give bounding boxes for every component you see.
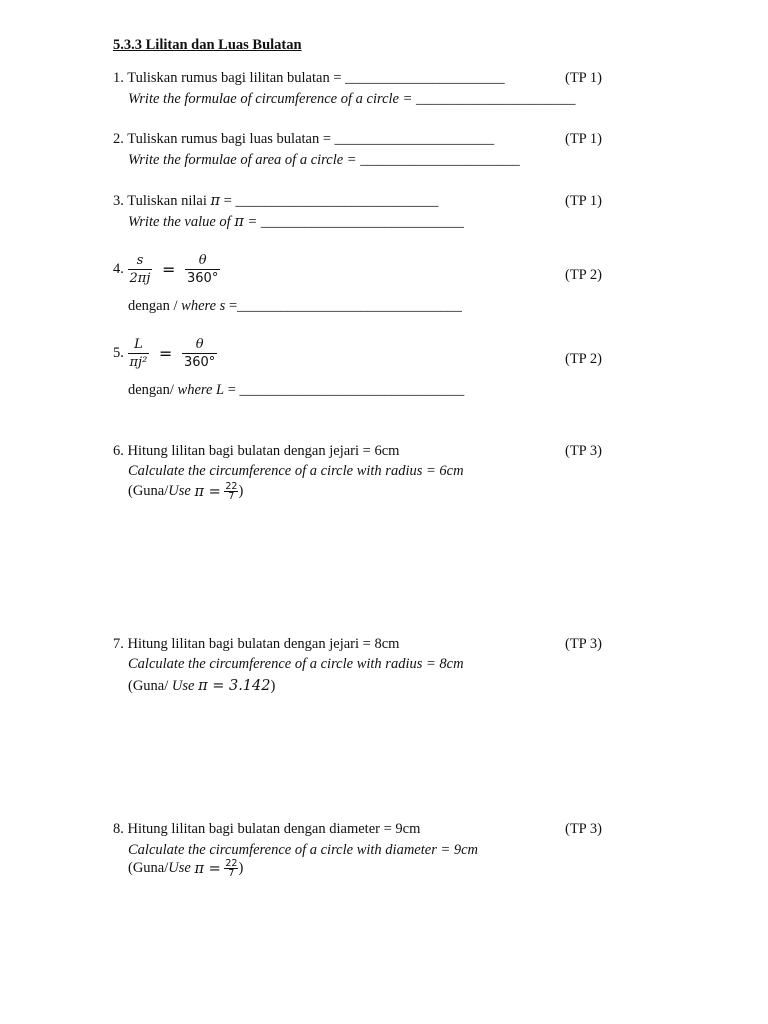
pi-equals: π = (194, 483, 221, 500)
use-prefix: (Guna/ (128, 483, 169, 499)
question-5-formula (113, 336, 217, 371)
question-4-number: 4. (113, 261, 124, 277)
question-7-english: Calculate the circumference of a circle with radius = 8cm (128, 656, 464, 672)
question-3-english-blank: = ____________________________ (243, 214, 464, 230)
angle-fraction (185, 252, 220, 287)
question-2-malay: 2. Tuliskan rumus bagi luas bulatan = ______________________ (113, 131, 495, 147)
fraction-denominator: πj² (129, 355, 148, 370)
question-6-english: Calculate the circumference of a circle with radius = 6cm (128, 463, 464, 479)
fraction-numerator: 22 (225, 858, 238, 869)
question-1-level: (TP 1) (565, 70, 602, 86)
question-1-malay: 1. Tuliskan rumus bagi lilitan bulatan = ______________________ (113, 70, 505, 86)
question-4-level: (TP 2) (565, 267, 602, 283)
page-title: 5.3.3 Lilitan dan Luas Bulatan (113, 37, 302, 53)
use-prefix: (Guna/ (128, 678, 172, 694)
question-3-malay-prefix: 3. Tuliskan nilai (113, 193, 211, 209)
question-2-english: Write the formulae of area of a circle = ______________________ (128, 152, 520, 168)
pi-symbol: π (234, 214, 244, 230)
fraction-numerator: L (134, 337, 143, 352)
question-3-malay (113, 192, 438, 210)
question-8-malay: 8. Hitung lilitan bagi bulatan dengan diameter = 9cm (113, 821, 421, 837)
pi-equals: π = (194, 860, 221, 877)
use-suffix: ) (270, 678, 276, 694)
question-1-english: Write the formulae of circumference of a circle = ______________________ (128, 91, 576, 107)
use-italic: Use (168, 483, 191, 499)
where-blank: = _______________________________ (224, 382, 465, 398)
question-3-english-prefix: Write the value of (128, 214, 235, 230)
question-8-level: (TP 3) (565, 821, 602, 837)
where-italic: where s (181, 298, 226, 314)
pi-equals: π = 3.142 (198, 678, 271, 694)
question-3-english (128, 213, 464, 231)
where-blank: =_______________________________ (225, 298, 462, 314)
question-2-level: (TP 1) (565, 131, 602, 147)
equals-sign: = (161, 260, 176, 279)
where-prefix: dengan/ (128, 382, 178, 398)
question-7-pi-note (128, 677, 275, 695)
question-5-level: (TP 2) (565, 351, 602, 367)
where-italic: where L (177, 382, 225, 398)
arc-length-fraction (128, 252, 153, 287)
use-suffix: ) (238, 860, 244, 876)
pi-fraction (224, 859, 238, 878)
fraction-numerator: 22 (225, 481, 238, 492)
use-prefix: (Guna/ (128, 860, 169, 876)
equals-sign: = (158, 344, 173, 363)
where-prefix: dengan / (128, 298, 182, 314)
question-6-malay: 6. Hitung lilitan bagi bulatan dengan jejari = 6cm (113, 443, 400, 459)
fraction-denominator: 7 (224, 868, 238, 878)
question-6-pi-note (128, 482, 243, 501)
question-3-malay-blank: = ____________________________ (220, 193, 439, 209)
fraction-denominator: 2πj (129, 271, 151, 286)
question-4-formula (113, 252, 220, 287)
fraction-numerator: s (136, 253, 144, 268)
pi-fraction (224, 482, 238, 501)
fraction-denominator: 7 (224, 491, 238, 501)
question-8-english: Calculate the circumference of a circle with diameter = 9cm (128, 842, 479, 858)
fraction-numerator: θ (195, 337, 204, 352)
fraction-denominator: 360° (183, 355, 216, 370)
question-5-where (128, 381, 464, 399)
question-7-level: (TP 3) (565, 636, 602, 652)
question-7-malay: 7. Hitung lilitan bagi bulatan dengan jejari = 8cm (113, 636, 400, 652)
use-italic: Use (168, 860, 191, 876)
fraction-denominator: 360° (187, 271, 219, 286)
angle-fraction (182, 336, 217, 371)
sector-area-fraction (128, 336, 150, 371)
question-4-where (128, 297, 462, 315)
use-italic: Use (171, 678, 195, 694)
question-5-number: 5. (113, 345, 124, 361)
question-3-level: (TP 1) (565, 193, 602, 209)
pi-symbol: π (210, 193, 221, 209)
question-6-level: (TP 3) (565, 443, 602, 459)
fraction-numerator: θ (198, 253, 207, 268)
question-8-pi-note (128, 859, 243, 878)
use-suffix: ) (238, 483, 244, 499)
